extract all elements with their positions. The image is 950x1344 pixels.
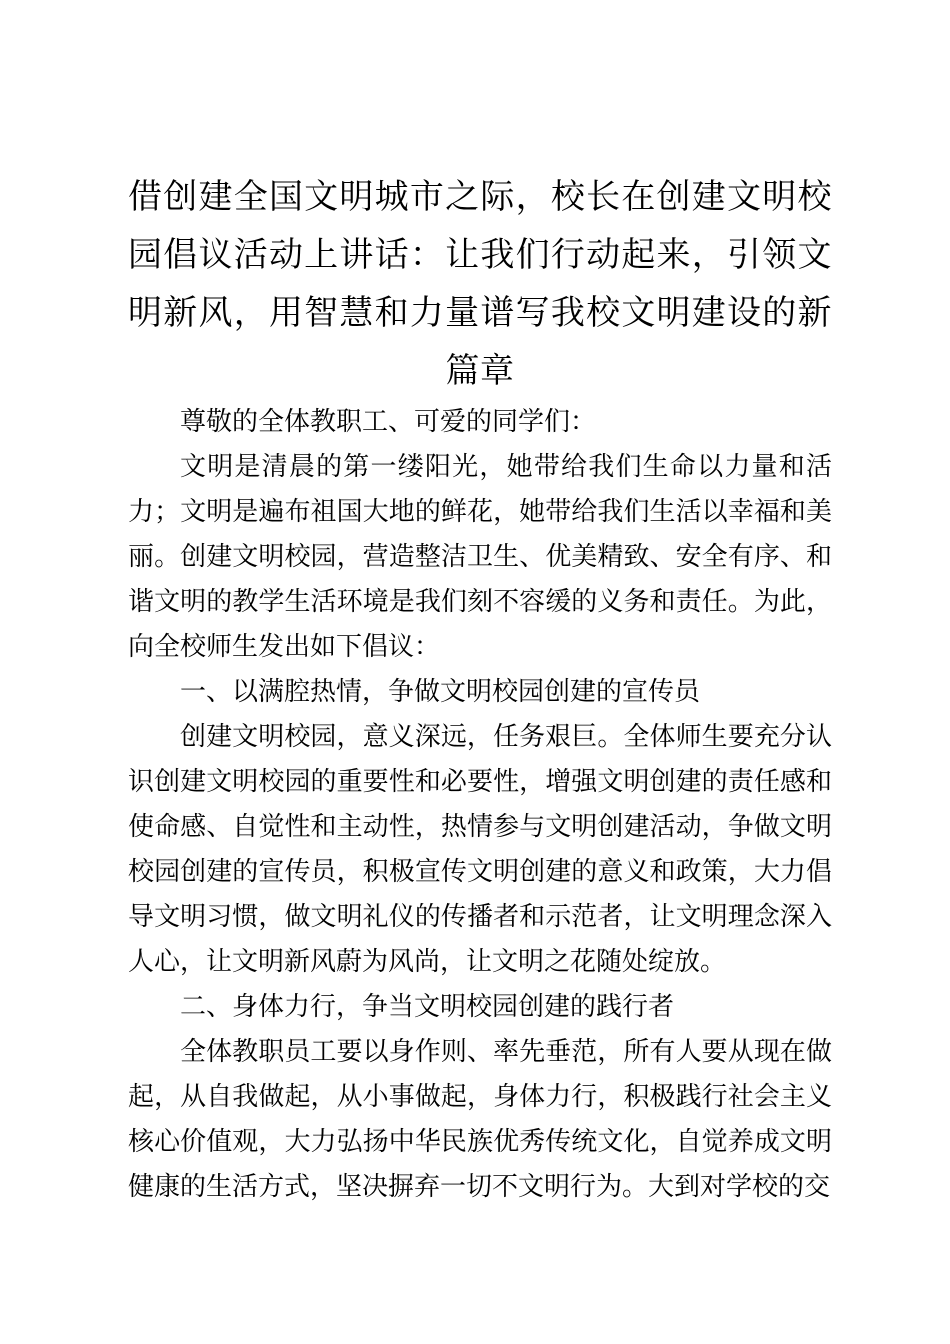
salutation: 尊敬的全体教职工、可爱的同学们： (180, 407, 597, 437)
section-text-2: 全体教职员工要以身作则、率先垂范，所有人要从现在做起，从自我做起，从小事做起，身体力行，积极践行社会主义核心价值观，大力弘扬中华民族优秀传统文化，自觉养成文明健康的生活方式，坚决摒弃一切不文明行为。大到对学校的交 (128, 1037, 832, 1202)
document-page (128, 168, 832, 1210)
section-heading-2: 二、身体力行，争当文明校园创建的践行者 (180, 992, 675, 1022)
section-text-1: 创建文明校园，意义深远，任务艰巨。全体师生要充分认识创建文明校园的重要性和必要性，增强文明创建的责任感和使命感、自觉性和主动性，热情参与文明创建活动，争做文明校园创建的宣传员，积极宣传文明创建的意义和政策，大力倡导文明习惯，做文明礼仪的传播者和示范者，让文明理念深入人心，让文明新风蔚为风尚，让文明之花随处绽放。 (128, 722, 832, 977)
intro-paragraph: 文明是清晨的第一缕阳光，她带给我们生命以力量和活力；文明是遍布祖国大地的鲜花，她带给我们生活以幸福和美丽。创建文明校园，营造整洁卫生、优美精致、安全有序、和谐文明的教学生活环境是我们刻不容缓的义务和责任。为此，向全校师生发出如下倡议： (128, 452, 832, 662)
document-title: 借创建全国文明城市之际，校长在创建文明校园倡议活动上讲话：让我们行动起来，引领文明新风，用智慧和力量谱写我校文明建设的新篇章 (128, 177, 832, 391)
document-body (128, 400, 832, 1210)
section-heading-1: 一、以满腔热情，争做文明校园创建的宣传员 (180, 677, 701, 707)
